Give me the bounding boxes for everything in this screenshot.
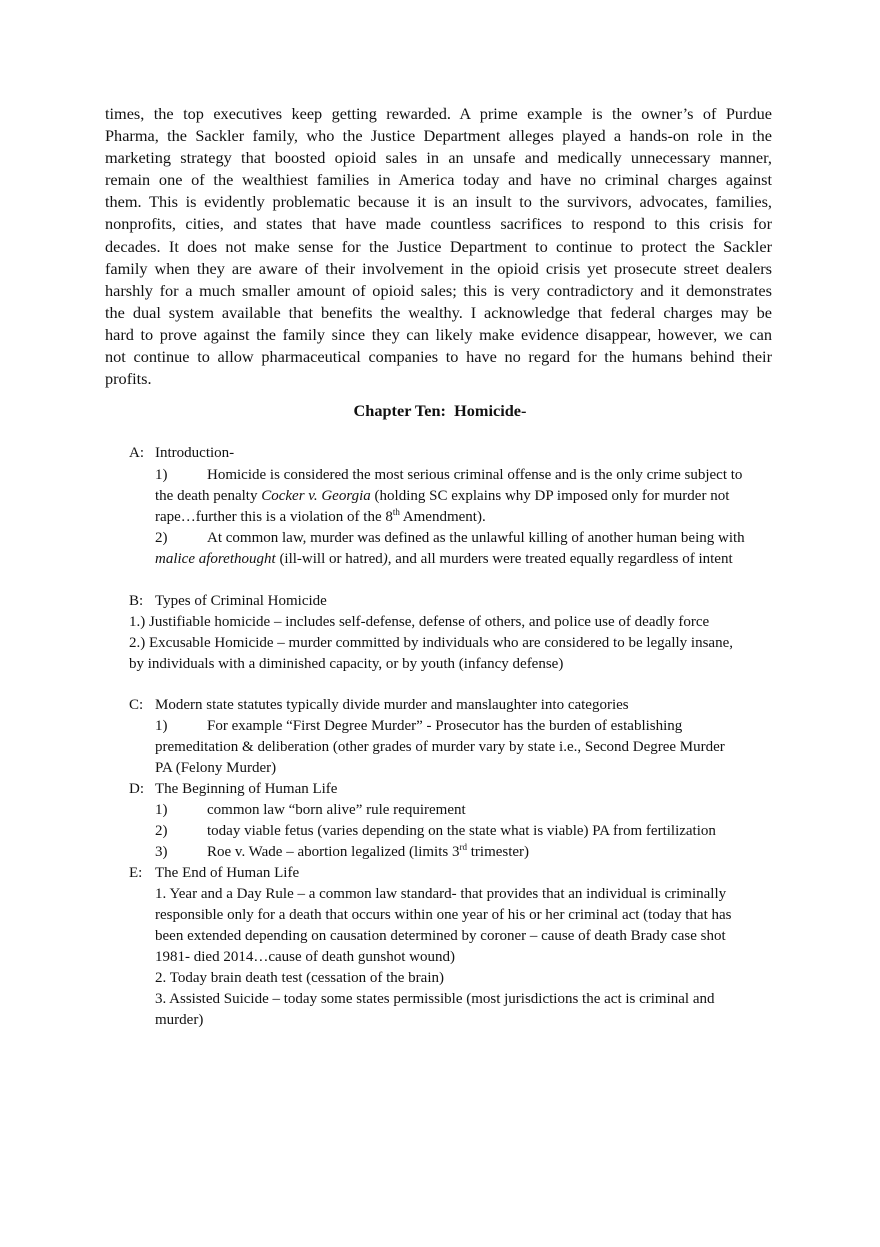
- item-text: rape…further this is a violation of the 8: [155, 509, 393, 525]
- ordinal-suffix: th: [392, 507, 400, 517]
- section-e-line: murder): [155, 1012, 204, 1028]
- item-text: Amendment).: [399, 509, 486, 525]
- item-text: ): [382, 551, 388, 567]
- paragraph-line: harshly for a much smaller amount of opioid sales; this is very contradictory and it demonstrates: [105, 280, 772, 300]
- item-number: 1): [155, 802, 168, 818]
- section-b-line-2: 2.) Excusable Homicide – murder committed by individuals who are considered to be legally insane,: [129, 635, 733, 651]
- item-text: (holding SC explains why DP imposed only for murder not: [370, 488, 730, 504]
- paragraph-line: nonprofits, cities, and states that have made countless sacrifices to respond to this crisis for: [105, 214, 772, 234]
- section-a-item-1-line-2: [155, 486, 729, 507]
- paragraph-line: times, the top executives keep getting rewarded. A prime example is the owner’s of Purdue: [105, 104, 772, 123]
- paragraph-line: Pharma, the Sackler family, who the Justice Department alleges played a hands-on role in the: [105, 126, 772, 146]
- item-text: today viable fetus (varies depending on the state what is viable) PA from fertilization: [207, 823, 716, 839]
- section-heading-text: Types of Criminal Homicide: [155, 593, 327, 609]
- item-number: 1): [155, 718, 168, 734]
- section-d-heading: [129, 779, 337, 800]
- paragraph-line: not continue to allow pharmaceutical companies to have no regard for the humans behind their: [105, 347, 772, 367]
- chapter-title-text: Chapter Ten: Homicide-: [353, 401, 527, 420]
- paragraph-line: profits.: [105, 369, 152, 389]
- section-d-item-1: [155, 800, 466, 821]
- intro-paragraph: [105, 103, 772, 390]
- section-e-line: responsible only for a death that occurs within one year of his or her criminal act (today that has: [155, 907, 732, 923]
- section-heading-text: The Beginning of Human Life: [155, 781, 338, 797]
- paragraph-line: the dual system available that benefits the wealthy. I acknowledge that federal charges may be: [105, 302, 772, 322]
- paragraph-line: remain one of the wealthiest families in America today and have no criminal charges against: [105, 170, 772, 190]
- section-letter: D:: [129, 781, 144, 797]
- section-a-item-1-line-3: [155, 507, 486, 528]
- paragraph-line: decades. It does not make sense for the Justice Department to continue to protect the Sackler: [105, 236, 772, 256]
- chapter-title: [0, 400, 880, 422]
- section-a-item-2-line-1: [155, 528, 745, 549]
- section-heading-text: Modern state statutes typically divide murder and manslaughter into categories: [155, 697, 629, 713]
- case-name: Cocker v. Georgia: [261, 488, 371, 504]
- section-c-item-1-line-3: PA (Felony Murder): [155, 760, 277, 776]
- section-e-line: 1. Year and a Day Rule – a common law standard- that provides that an individual is criminally: [155, 886, 727, 902]
- section-letter: B:: [129, 593, 144, 609]
- item-number: 3): [155, 844, 168, 860]
- section-a-item-2-line-2: [155, 549, 733, 570]
- item-text: (ill-will or hatred: [275, 551, 383, 567]
- paragraph-line: marketing strategy that boosted opioid sales in an unsafe and medically unnecessary manner,: [105, 148, 772, 168]
- section-e-line: 2. Today brain death test (cessation of the brain): [155, 970, 444, 986]
- item-text: trimester): [466, 844, 530, 860]
- section-d-item-3: [155, 842, 529, 863]
- section-heading-text: Introduction-: [155, 445, 235, 461]
- item-text: common law “born alive” rule requirement: [207, 802, 466, 818]
- section-a-heading: [129, 443, 234, 464]
- section-b-heading: [129, 591, 327, 612]
- item-text: For example “First Degree Murder” - Prosecutor has the burden of establishing: [207, 718, 683, 734]
- section-letter: A:: [129, 445, 144, 461]
- paragraph-line: hard to prove against the family since they can likely make evidence disappear, however, we can: [105, 324, 772, 344]
- item-number: 2): [155, 530, 168, 546]
- ordinal-suffix: rd: [459, 842, 467, 852]
- section-letter: E:: [129, 865, 143, 881]
- item-text: At common law, murder was defined as the unlawful killing of another human being with: [207, 530, 745, 546]
- legal-term: malice aforethought: [155, 551, 276, 567]
- item-number: 1): [155, 467, 168, 483]
- section-b-line-1: 1.) Justifiable homicide – includes self-defense, defense of others, and police use of deadly force: [129, 614, 710, 630]
- section-e-heading: [129, 863, 299, 884]
- section-heading-text: The End of Human Life: [155, 865, 300, 881]
- section-c-heading: [129, 695, 629, 716]
- paragraph-line: family when they are aware of their involvement in the opioid crisis yet prosecute street dealers: [105, 258, 772, 278]
- section-b-line-3: by individuals with a diminished capacity, or by youth (infancy defense): [129, 656, 564, 672]
- section-c-item-1-line-1: [155, 716, 682, 737]
- section-d-item-2: [155, 821, 716, 842]
- section-e-line: 1981- died 2014…cause of death gunshot wound): [155, 949, 455, 965]
- section-e-line: been extended depending on causation determined by coroner – cause of death Brady case shot: [155, 928, 726, 944]
- item-text: , and all murders were treated equally regardless of intent: [387, 551, 733, 567]
- item-text: Homicide is considered the most serious criminal offense and is the only crime subject to: [207, 467, 743, 483]
- item-text: the death penalty: [155, 488, 262, 504]
- item-text: Roe v. Wade – abortion legalized (limits 3: [207, 844, 460, 860]
- section-letter: C:: [129, 697, 144, 713]
- section-e-line: 3. Assisted Suicide – today some states permissible (most jurisdictions the act is criminal and: [155, 991, 715, 1007]
- section-a-item-1-line-1: [155, 465, 742, 486]
- section-c-item-1-line-2: premeditation & deliberation (other grades of murder vary by state i.e., Second Degree Murder: [155, 739, 725, 755]
- item-number: 2): [155, 823, 168, 839]
- paragraph-line: them. This is evidently problematic because it is an insult to the survivors, advocates, families,: [105, 192, 772, 212]
